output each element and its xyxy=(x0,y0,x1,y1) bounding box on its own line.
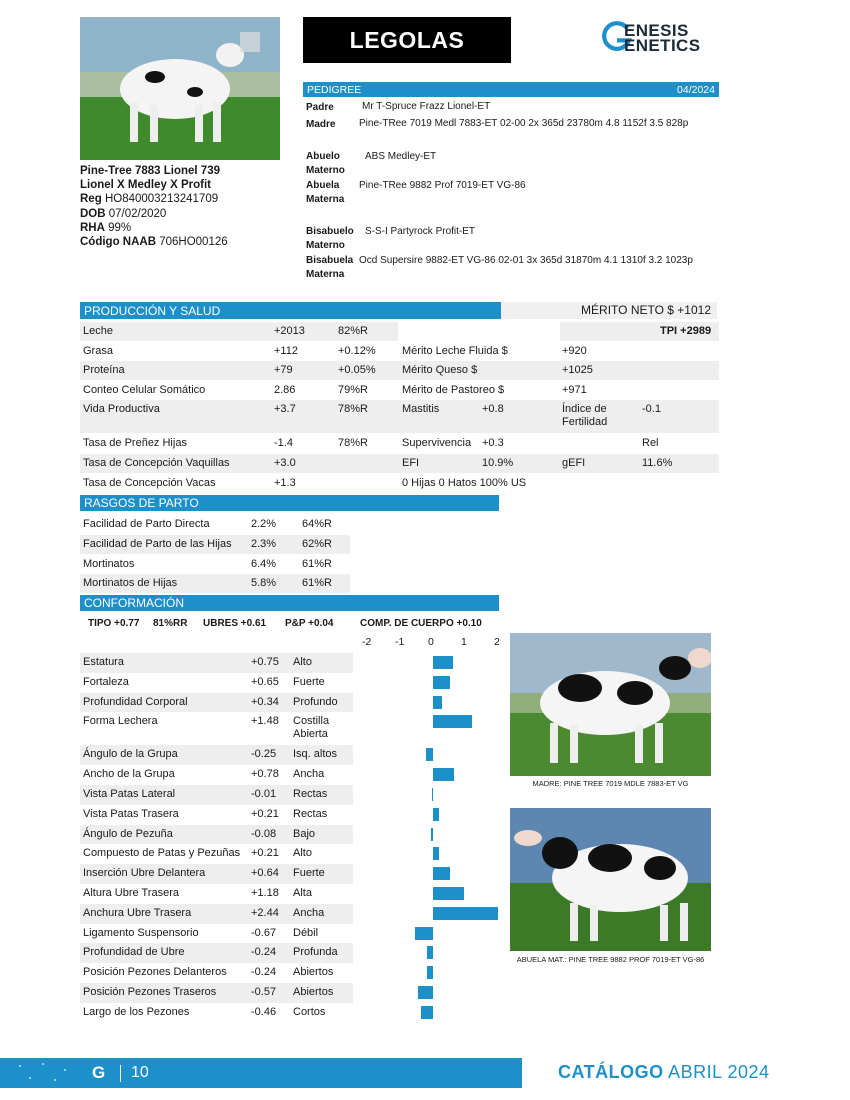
axis-tick-label: -1 xyxy=(395,636,405,648)
conf-value: -0.01 xyxy=(251,788,277,800)
conf-bar xyxy=(415,927,433,940)
production-trait: Grasa xyxy=(83,345,113,357)
calving-value: 2.3% xyxy=(251,537,277,550)
conf-desc: Profunda xyxy=(293,946,338,959)
page-number: 10 xyxy=(131,1064,149,1081)
production-value: +3.0 xyxy=(274,457,296,469)
production-header: PRODUCCIÓN Y SALUD xyxy=(80,302,501,319)
conf-trait: Compuesto de Patas y Pezuñas xyxy=(83,847,241,860)
axis-tick-label: -2 xyxy=(362,636,372,648)
conf-trait: Vista Patas Trasera xyxy=(83,807,179,820)
conf-bar xyxy=(426,748,433,761)
calving-rel: 61%R xyxy=(302,577,332,590)
production-value: +1.3 xyxy=(274,477,296,489)
calving-trait: Mortinatos xyxy=(83,557,135,570)
animal-name: Pine-Tree 7883 Lionel 739 xyxy=(80,165,220,177)
rel-label: Rel xyxy=(642,437,659,449)
hijas-summary: 0 Hijas 0 Hatos 100% US xyxy=(402,477,527,489)
conf-desc: Ancha xyxy=(293,906,325,919)
pedigree-value: Mr T-Spruce Frazz Lionel-ET xyxy=(362,101,491,112)
conf-value: +0.21 xyxy=(251,807,279,820)
tpi-value: TPI +2989 xyxy=(660,325,712,337)
conf-bar xyxy=(433,867,450,880)
tipo-score: TIPO +0.77 xyxy=(88,618,140,629)
conf-value: -0.24 xyxy=(251,946,277,959)
conf-value: +0.21 xyxy=(251,847,279,860)
calving-trait: Facilidad de Parto de las Hijas xyxy=(83,537,232,550)
pedigree-label: Padre xyxy=(306,102,334,113)
fertilidad-value: -0.1 xyxy=(642,403,661,415)
pedigree-label: Abuela Materna xyxy=(306,180,345,205)
conf-bar xyxy=(433,768,454,781)
production-trait: Conteo Celular Somático xyxy=(83,384,206,396)
calving-trait: Facilidad de Parto Directa xyxy=(83,518,210,530)
production-trait: Tasa de Concepción Vaquillas xyxy=(83,457,230,469)
conf-desc: Costilla Abierta xyxy=(293,715,330,741)
madre-caption: MADRE: PINE TREE 7019 MDLE 7883-ET VG xyxy=(532,779,689,788)
fertilidad-label: Índice de Fertilidad xyxy=(562,403,608,428)
conf-desc: Abiertos xyxy=(293,966,334,979)
calving-rel: 61%R xyxy=(302,557,332,570)
footer-logo-icon: G xyxy=(92,1063,106,1082)
pedigree-label: Madre xyxy=(306,119,336,130)
production-rel: 79%R xyxy=(338,384,368,396)
conf-value: +1.18 xyxy=(251,887,279,899)
axis-tick-label: 2 xyxy=(494,636,500,648)
conf-trait: Profundidad Corporal xyxy=(83,695,188,708)
conf-value: -0.25 xyxy=(251,748,277,761)
naab-code: 706HO00126 xyxy=(159,236,228,249)
calving-value: 2.2% xyxy=(251,518,277,530)
conf-trait: Altura Ubre Trasera xyxy=(83,887,179,899)
production-rel: +0.12% xyxy=(338,345,376,357)
abuela-caption: ABUELA MAT.: PINE TREE 9882 PROF 7019-ET VG-86 xyxy=(516,955,705,964)
conf-trait: Posición Pezones Delanteros xyxy=(83,966,227,979)
efi-value: 10.9% xyxy=(482,457,514,469)
conf-value: +0.78 xyxy=(251,768,279,781)
pedigree-value: Pine-TRee 7019 Medl 7883-ET 02-00 2x 365d 23780m 4.8 1152f 3.5 828p xyxy=(359,118,689,129)
merito-neto: MÉRITO NETO $ +1012 xyxy=(501,302,717,319)
conf-bar xyxy=(433,676,450,689)
conf-trait: Ángulo de Pezuña xyxy=(83,827,173,840)
conf-trait: Ancho de la Grupa xyxy=(83,768,175,781)
conf-trait: Vista Patas Lateral xyxy=(83,788,176,800)
production-trait: Tasa de Concepción Vacas xyxy=(83,477,216,489)
conf-trait: Posición Pezones Traseros xyxy=(83,986,217,998)
calving-rel: 62%R xyxy=(302,537,332,550)
pedigree-header: PEDIGREE 04/2024 xyxy=(303,82,719,97)
merito-leche-value: +920 xyxy=(562,345,587,357)
supervivencia-value: +0.3 xyxy=(482,437,504,449)
conf-value: +1.48 xyxy=(251,715,279,728)
pedigree-label: Abuelo Materno xyxy=(306,151,345,176)
conf-bar xyxy=(427,946,433,959)
footer-band xyxy=(0,1058,522,1088)
production-rel: 82%R xyxy=(338,325,368,337)
conf-desc: Profundo xyxy=(293,695,338,708)
conf-value: -0.08 xyxy=(251,827,277,840)
bull-name-title: LEGOLAS xyxy=(303,17,511,63)
conf-desc: Bajo xyxy=(293,827,316,840)
conf-desc: Débil xyxy=(293,926,319,939)
conf-desc: Isq. altos xyxy=(293,748,338,761)
pp-score: P&P +0.04 xyxy=(285,618,334,629)
conf-trait: Ángulo de la Grupa xyxy=(83,748,178,761)
conf-desc: Fuerte xyxy=(293,867,325,880)
conf-bar xyxy=(433,847,439,860)
conf-value: +0.75 xyxy=(251,656,279,668)
conf-bar xyxy=(431,828,433,841)
conf-bar xyxy=(418,986,433,999)
calving-trait: Mortinatos de Hijas xyxy=(83,577,178,590)
tipo-rel: 81%RR xyxy=(153,618,188,629)
footer-dots-decoration xyxy=(15,1058,75,1088)
conf-value: -0.46 xyxy=(251,1005,277,1018)
production-trait: Tasa de Preñez Hijas xyxy=(83,437,187,449)
conf-value: +2.44 xyxy=(251,906,279,919)
ubres-score: UBRES +0.61 xyxy=(203,618,267,629)
animal-pedigree-short: Lionel X Medley X Profit xyxy=(80,179,211,192)
merito-pastoreo-value: +971 xyxy=(562,384,587,396)
conformation-summary xyxy=(88,618,508,630)
conf-trait: Fortaleza xyxy=(83,675,129,688)
conf-desc: Abiertos xyxy=(293,986,334,998)
merito-queso-label: Mérito Queso $ xyxy=(402,364,478,376)
gefi-value: 11.6% xyxy=(642,457,673,469)
calving-header: RASGOS DE PARTO xyxy=(80,495,499,511)
merito-pastoreo-label: Mérito de Pastoreo $ xyxy=(402,384,505,396)
production-value: +112 xyxy=(274,345,298,357)
production-trait: Proteína xyxy=(83,364,125,376)
conf-bar xyxy=(433,907,498,920)
production-value: +3.7 xyxy=(274,403,296,415)
production-rel: 78%R xyxy=(338,403,368,415)
merito-leche-label: Mérito Leche Fluida $ xyxy=(402,345,508,357)
production-trait: Vida Productiva xyxy=(83,403,160,415)
conf-value: -0.57 xyxy=(251,986,277,998)
conf-desc: Alta xyxy=(293,887,312,899)
axis-tick-label: 1 xyxy=(461,636,467,648)
conf-bar xyxy=(433,887,464,900)
calving-value: 5.8% xyxy=(251,577,277,590)
conf-trait: Profundidad de Ubre xyxy=(83,946,185,959)
pedigree-value: S-S-I Partyrock Profit-ET xyxy=(365,226,476,237)
conf-desc: Ancha xyxy=(293,768,325,781)
conf-bar xyxy=(433,696,442,709)
axis-tick-label: 0 xyxy=(428,636,434,648)
conf-bar xyxy=(433,808,439,821)
efi-label: EFI xyxy=(402,457,420,469)
pedigree-label: Bisabuelo Materno xyxy=(306,226,354,251)
reg-number: HO840003213241709 xyxy=(104,193,219,206)
production-value: +79 xyxy=(274,364,293,376)
conf-bar xyxy=(421,1006,433,1019)
conf-desc: Rectas xyxy=(293,807,328,820)
bull-dam-photo xyxy=(80,17,280,160)
dob-value: 07/02/2020 xyxy=(108,207,167,220)
conf-value: -0.24 xyxy=(251,966,277,979)
abuela-photo xyxy=(510,808,711,951)
conf-trait: Forma Lechera xyxy=(83,715,158,728)
conf-value: +0.65 xyxy=(251,675,279,688)
conf-value: -0.67 xyxy=(251,926,277,939)
conformation-header: CONFORMACIÓN xyxy=(80,595,499,611)
pedigree-label: Bisabuela Materna xyxy=(306,255,354,280)
footer-divider xyxy=(120,1065,121,1082)
madre-photo xyxy=(510,633,711,776)
conf-desc: Cortos xyxy=(293,1005,326,1018)
genesis-genetics-logo: ENESIS ENETICS xyxy=(600,18,720,58)
conf-desc: Alto xyxy=(293,847,312,860)
production-value: 2.86 xyxy=(274,384,296,396)
production-rel: +0.05% xyxy=(338,364,376,376)
conf-value: +0.64 xyxy=(251,867,279,880)
production-value: +2013 xyxy=(274,325,305,337)
animal-info: Pine-Tree 7883 Lionel 739 Lionel X Medley X Profit Reg HO840003213241709 DOB 07/02/2020 RHA 99% Código NAAB 706HO00126 xyxy=(80,165,228,249)
conf-trait: Inserción Ubre Delantera xyxy=(83,867,206,880)
supervivencia-label: Supervivencia xyxy=(402,437,472,449)
conf-value: +0.34 xyxy=(251,695,279,708)
conf-desc: Rectas xyxy=(293,788,328,800)
cuerpo-score: COMP. DE CUERPO +0.10 xyxy=(360,618,482,629)
calving-value: 6.4% xyxy=(251,557,277,570)
gefi-label: gEFI xyxy=(562,457,586,469)
calving-rel: 64%R xyxy=(302,518,332,530)
conf-trait: Largo de los Pezones xyxy=(83,1005,190,1018)
pedigree-value: Ocd Supersire 9882-ET VG-86 02-01 3x 365d 31870m 4.1 1310f 3.2 1023p xyxy=(359,255,693,266)
conf-desc: Alto xyxy=(293,656,312,668)
mastitis-label: Mastitis xyxy=(402,403,440,415)
conf-bar xyxy=(427,966,433,979)
conf-bar xyxy=(433,656,453,669)
rha-value: 99% xyxy=(108,221,132,234)
conf-bar xyxy=(432,788,434,801)
production-value: -1.4 xyxy=(274,437,293,449)
production-trait: Leche xyxy=(83,325,113,337)
conf-trait: Ligamento Suspensorio xyxy=(83,926,199,939)
mastitis-bg xyxy=(398,400,719,433)
merito-queso-value: +1025 xyxy=(562,364,593,376)
production-rel: 78%R xyxy=(338,437,368,449)
conf-bar xyxy=(433,715,472,728)
pedigree-value: ABS Medley-ET xyxy=(365,151,437,162)
pedigree-value: Pine-TRee 9882 Prof 7019-ET VG-86 xyxy=(359,180,526,191)
conf-trait: Anchura Ubre Trasera xyxy=(83,906,192,919)
catalog-title: CATÁLOGO ABRIL 2024 xyxy=(558,1062,770,1082)
conf-desc: Fuerte xyxy=(293,675,325,688)
conf-trait: Estatura xyxy=(83,656,124,668)
mastitis-value: +0.8 xyxy=(482,403,504,415)
